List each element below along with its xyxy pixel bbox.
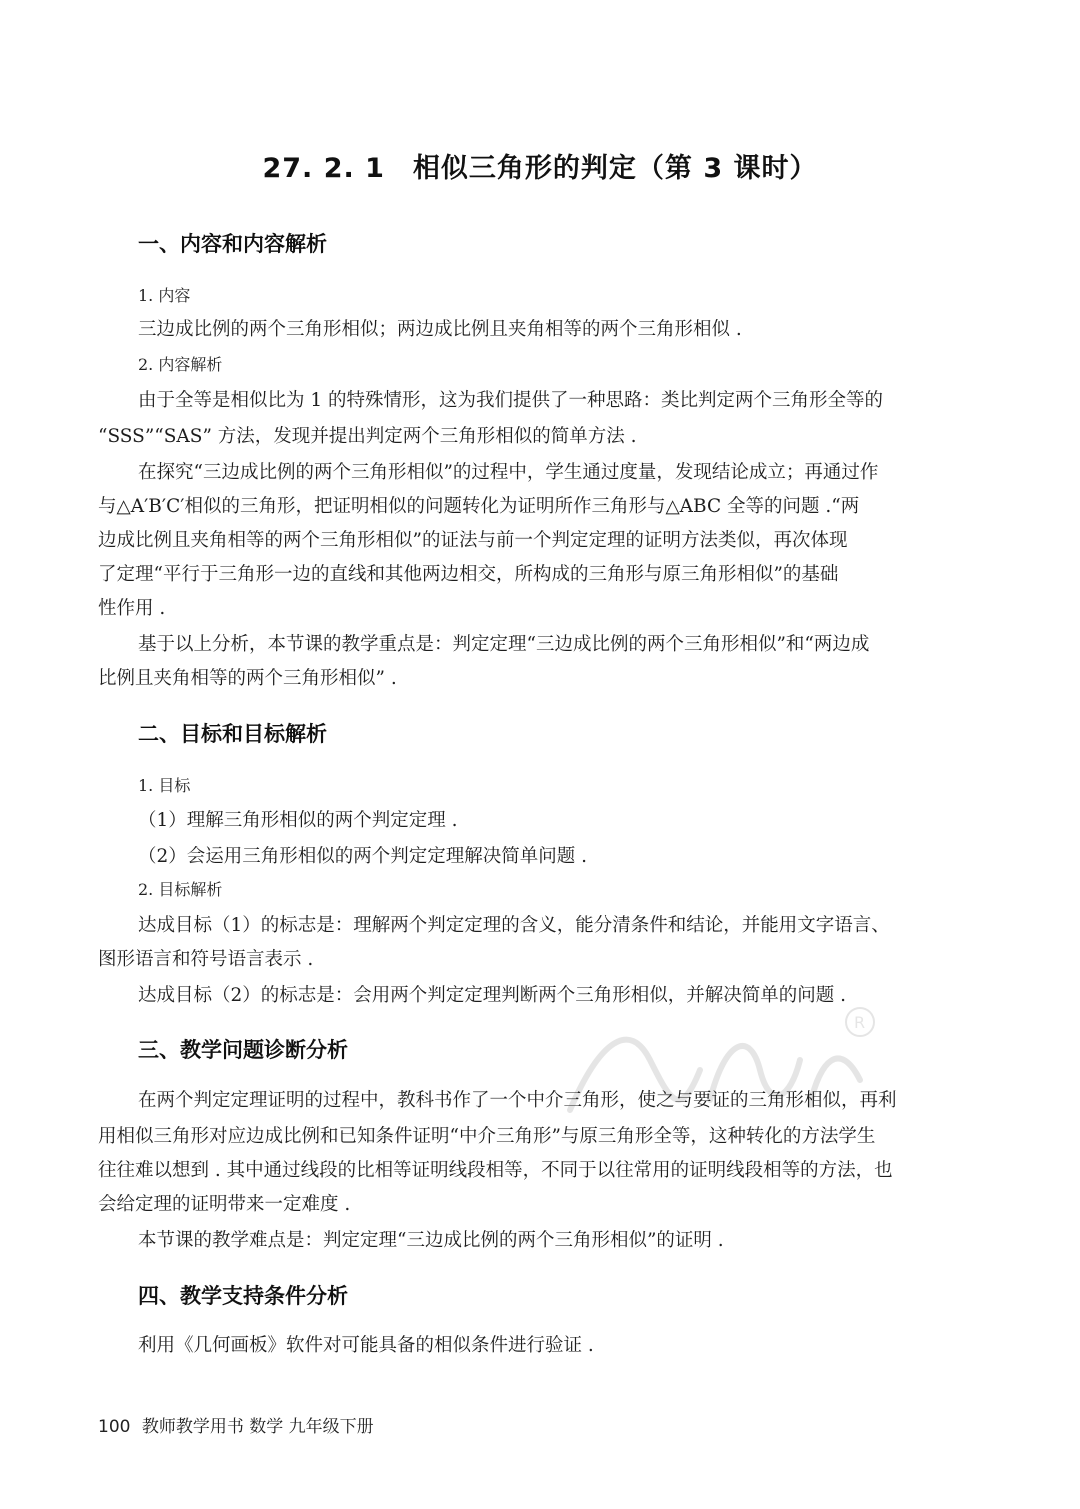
section-heading-support: 四、教学支持条件分析 <box>138 1284 348 1308</box>
paragraph-line: 达成目标（2）的标志是：会用两个判定定理判断两个三角形相似，并解决简单的问题 . <box>138 985 847 1006</box>
paragraph-line: 在两个判定定理证明的过程中，教科书作了一个中介三角形，使之与要证的三角形相似，再利 <box>138 1090 897 1111</box>
paragraph-line: 利用《几何画板》软件对可能具备的相似条件进行验证 . <box>138 1335 594 1356</box>
paragraph-line: 达成目标（1）的标志是：理解两个判定定理的含义，能分清条件和结论，并能用文字语言、 <box>138 915 890 936</box>
paragraph-line: 往往难以想到 . 其中通过线段的比相等证明线段相等，不同于以往常用的证明线段相等的方法，也 <box>98 1160 893 1181</box>
paragraph-line: 边成比例且夹角相等的两个三角形相似”的证法与前一个判定定理的证明方法类似，再次体现 <box>98 530 848 551</box>
page-footer <box>98 1412 374 1437</box>
paragraph-line: 用相似三角形对应边成比例和已知条件证明“中介三角形”与原三角形全等，这种转化的方法学生 <box>98 1126 876 1147</box>
paragraph-line: 本节课的教学难点是：判定定理“三边成比例的两个三角形相似”的证明 . <box>138 1230 724 1251</box>
paragraph-line: 图形语言和符号语言表示 . <box>98 949 314 970</box>
section-heading-goals: 二、目标和目标解析 <box>138 722 327 746</box>
page-number: 100 <box>98 1417 131 1437</box>
goal-item: （1）理解三角形相似的两个判定定理 . <box>138 810 458 831</box>
paragraph-line: 与△A′B′C′相似的三角形，把证明相似的问题转化为证明所作三角形与△ABC 全等的问题 .“两 <box>98 496 860 517</box>
paragraph-line: “SSS”“SAS” 方法，发现并提出判定两个三角形相似的简单方法 . <box>98 426 637 447</box>
paragraph-line: 由于全等是相似比为 1 的特殊情形，这为我们提供了一种思路：类比判定两个三角形全等的 <box>138 390 884 411</box>
subheading-content-analysis: 2. 内容解析 <box>138 355 223 374</box>
section-heading-content: 一、内容和内容解析 <box>138 232 327 256</box>
goal-item: （2）会运用三角形相似的两个判定定理解决简单问题 . <box>138 846 588 867</box>
paragraph-line: 性作用 . <box>98 598 166 619</box>
paragraph-line: 会给定理的证明带来一定难度 . <box>98 1194 351 1215</box>
paragraph-line: 在探究“三边成比例的两个三角形相似”的过程中，学生通过度量，发现结论成立；再通过作 <box>138 462 879 483</box>
page-title: 27. 2. 1 相似三角形的判定（第 3 课时） <box>262 153 818 184</box>
svg-text:R: R <box>854 1013 866 1032</box>
subheading-goals: 1. 目标 <box>138 776 191 795</box>
publisher-logo-watermark-icon <box>560 1000 880 1130</box>
book-title: 教师教学用书 数学 九年级下册 <box>141 1417 374 1437</box>
content-text: 三边成比例的两个三角形相似；两边成比例且夹角相等的两个三角形相似 . <box>138 319 742 340</box>
paragraph-line: 比例且夹角相等的两个三角形相似” . <box>98 668 397 689</box>
subheading-goal-analysis: 2. 目标解析 <box>138 880 223 899</box>
section-heading-diagnosis: 三、教学问题诊断分析 <box>138 1038 348 1062</box>
paragraph-line: 基于以上分析，本节课的教学重点是：判定定理“三边成比例的两个三角形相似”和“两边成 <box>138 634 870 655</box>
subheading-content: 1. 内容 <box>138 286 191 305</box>
paragraph-line: 了定理“平行于三角形一边的直线和其他两边相交，所构成的三角形与原三角形相似”的基础 <box>98 564 839 585</box>
